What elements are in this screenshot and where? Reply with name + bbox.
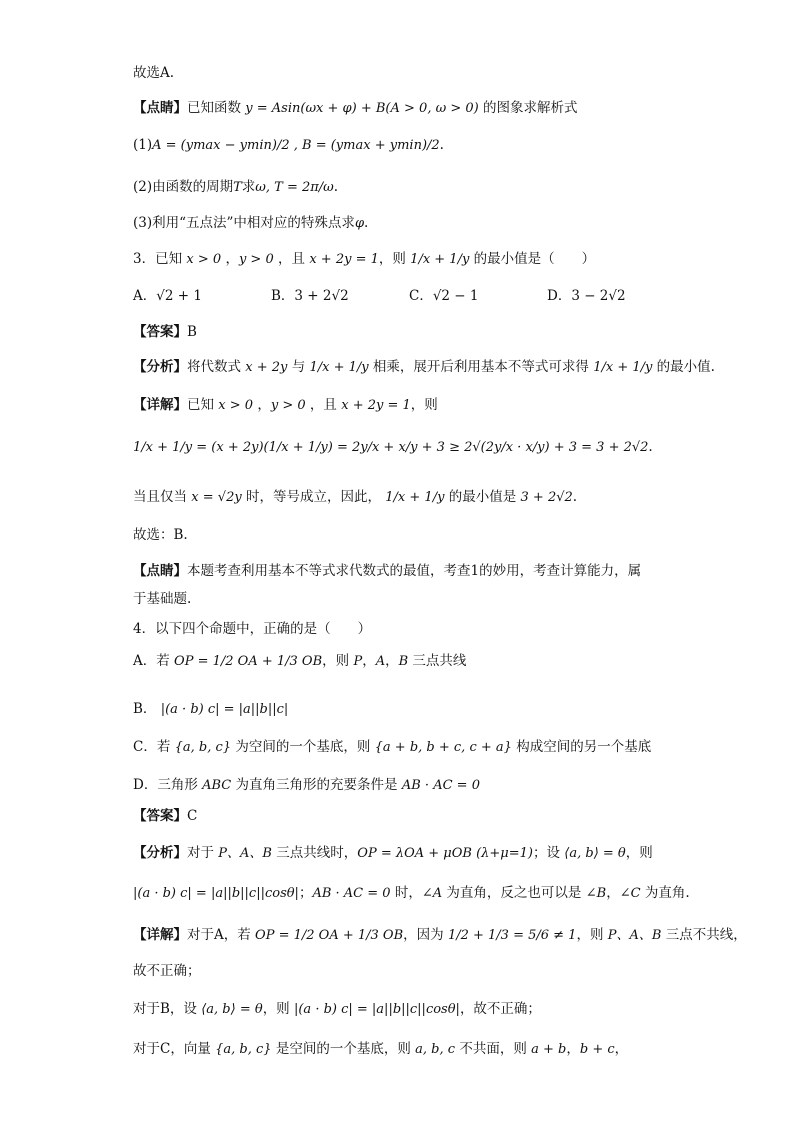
math-expression: ⟨a, b⟩ = θ — [564, 846, 626, 861]
text-run: 三点共线 — [408, 653, 467, 669]
text-run: ； — [298, 885, 313, 901]
text-line-l09 — [133, 358, 715, 377]
math-expression: x + 2y = 1 — [309, 252, 379, 267]
text-line-l27 — [133, 1040, 628, 1059]
text-run: 故不正确； — [133, 963, 201, 979]
math-expression: + y — [370, 138, 398, 153]
text-run: 当且仅当 — [133, 489, 192, 505]
text-run: 不共面，则 — [455, 1041, 532, 1057]
text-line-l10 — [133, 396, 438, 415]
text-run: 求 — [241, 179, 256, 195]
math-expression: y > 0 — [238, 252, 274, 267]
section-label: 【详解】 — [133, 927, 187, 943]
text-line-l16 — [133, 620, 371, 638]
math-expression: y > 0 — [270, 398, 306, 413]
q3-option-a: A．√2 + 1 — [133, 288, 202, 304]
text-run: (3)利用“五点法”中相对应的特殊点求 — [133, 215, 355, 231]
text-run: 3．已知 — [133, 251, 187, 267]
math-expression: T — [233, 180, 242, 195]
text-run: ，因为 — [403, 927, 448, 943]
text-run: 本题考查利用基本不等式求代数式的最值，考查1的妙用，考查计算能力，属 — [187, 563, 642, 579]
text-line-l26 — [133, 1000, 541, 1019]
text-run: ；设 — [532, 845, 565, 861]
text-line-l12 — [133, 488, 577, 507]
text-run: ，故不正确； — [459, 1001, 541, 1017]
text-run: B． — [133, 701, 161, 717]
text-line-l22 — [133, 844, 653, 863]
math-expression: ⟨a, b⟩ = θ — [201, 1002, 263, 1017]
math-expression: AB · AC = 0 — [312, 886, 391, 901]
text-run: B — [187, 324, 197, 340]
text-run: 为直角. — [640, 885, 690, 901]
text-line-l14 — [133, 562, 641, 580]
text-run: ，且 — [273, 251, 310, 267]
text-run: 将代数式 — [187, 359, 246, 375]
q3-option-d: D．3 − 2√2 — [547, 288, 626, 304]
math-expression: A — [375, 654, 386, 669]
text-line-l18 — [133, 700, 288, 719]
text-run: . — [439, 137, 444, 153]
math-expression: )/2 — [421, 138, 440, 153]
text-run: 已知 — [187, 397, 219, 413]
math-expression: x + 2y — [245, 360, 288, 375]
text-run: ， — [221, 251, 239, 267]
text-line-l01 — [133, 64, 174, 82]
math-expression: 1/2 + 1/3 = 5/6 ≠ 1 — [447, 928, 577, 943]
math-expression: OP = 1/2 OA + 1/3 OB — [174, 654, 323, 669]
math-expression: OP = λOA + μOB (λ+μ=1) — [357, 846, 533, 861]
math-expression: OP = 1/2 OA + 1/3 OB — [255, 928, 404, 943]
text-run: ，则 — [322, 653, 354, 669]
section-label: 【答案】 — [133, 808, 187, 824]
math-expression: P — [353, 654, 363, 669]
section-label: 【分析】 — [133, 359, 187, 375]
text-run: 时， — [390, 885, 422, 901]
text-run: ，则 — [262, 1001, 294, 1017]
text-line-l04 — [133, 178, 338, 197]
text-run: 的最小值是 — [444, 489, 521, 505]
math-expression: P、A、B — [218, 846, 272, 861]
math-expression: a + b — [531, 1042, 567, 1057]
math-expression: a, b, c — [415, 1042, 456, 1057]
math-expression: 1/x + 1/y — [410, 252, 470, 267]
text-run: ，则 — [625, 845, 653, 861]
q3-options — [133, 287, 693, 305]
text-run: ， — [606, 885, 620, 901]
text-run: 与 — [287, 359, 310, 375]
math-expression: x = √2y — [191, 490, 242, 505]
text-run: 对于B，设 — [133, 1001, 202, 1017]
math-expression: min — [397, 138, 422, 153]
text-line-l15 — [133, 590, 191, 608]
text-run: 时，等号成立，因此， — [241, 489, 386, 505]
text-line-l05 — [133, 214, 368, 233]
text-run: C — [187, 808, 198, 824]
text-run: 对于A，若 — [187, 927, 256, 943]
math-expression: min — [247, 138, 272, 153]
text-run: 三点共线时， — [272, 845, 358, 861]
text-run: ， — [253, 397, 271, 413]
math-expression: ω, T = 2π/ω — [255, 180, 334, 195]
math-expression: |(a · b) c| = |a||b||c| — [160, 702, 289, 717]
math-expression: 1/x + 1/y — [593, 360, 653, 375]
math-expression: |(a · b) c| = |a||b||c||cosθ| — [293, 1002, 460, 1017]
text-run: 故选：B. — [133, 527, 188, 543]
text-run: C．若 — [133, 739, 175, 755]
text-run: 于基础题. — [133, 591, 192, 607]
math-expression: ABC — [202, 778, 232, 793]
text-run: 的图象求解析式 — [478, 100, 578, 116]
text-run: 对于C，向量 — [133, 1041, 216, 1057]
math-expression: x + 2y = 1 — [341, 398, 411, 413]
text-line-l17 — [133, 652, 466, 671]
text-run: 4．以下四个命题中，正确的是（ ） — [133, 621, 372, 637]
text-line-l19 — [133, 738, 651, 757]
math-expression: |(a · b) c| = |a||b||c||cosθ| — [133, 886, 299, 901]
text-line-l21 — [133, 807, 197, 825]
math-expression: ∠C — [619, 886, 641, 901]
text-line-l20 — [133, 776, 480, 795]
math-expression: x > 0 — [186, 252, 222, 267]
text-run: ， — [362, 653, 376, 669]
text-run: ，且 — [305, 397, 342, 413]
text-run: ，则 — [378, 251, 411, 267]
text-line-l13 — [133, 526, 188, 544]
text-run: ， — [566, 1041, 580, 1057]
math-expression: 1/x + 1/y — [385, 490, 445, 505]
text-run: ， — [385, 653, 399, 669]
text-run: 为直角三角形的充要条件是 — [231, 777, 402, 793]
text-run: ，则 — [576, 927, 608, 943]
text-run: . — [364, 215, 369, 231]
text-run: . — [333, 179, 339, 195]
q3-option-b: B．3 + 2√2 — [271, 288, 349, 304]
text-run: 对于 — [187, 845, 219, 861]
text-line-l03 — [133, 136, 444, 155]
text-run: 是空间的一个基底，则 — [271, 1041, 416, 1057]
math-expression: φ — [354, 216, 365, 231]
math-expression: AB · AC = 0 — [401, 778, 480, 793]
q3-option-c: C．√2 − 1 — [409, 288, 479, 304]
text-run: (1) — [133, 137, 153, 153]
text-run: 故选A. — [133, 65, 175, 81]
text-run: . — [572, 489, 578, 505]
text-run: 为直角，反之也可以是 — [442, 885, 586, 901]
section-label: 【分析】 — [133, 845, 187, 861]
section-label: 【答案】 — [133, 324, 187, 340]
text-line-l25 — [133, 962, 201, 980]
text-line-l11 — [133, 438, 653, 457]
section-label: 【详解】 — [133, 397, 187, 413]
text-run: 相乘，展开后利用基本不等式可求得 — [368, 359, 594, 375]
text-run: 构成空间的另一个基底 — [511, 739, 652, 755]
math-expression: 3 + 2√2 — [520, 490, 573, 505]
text-run: 已知函数 — [187, 100, 246, 116]
math-expression: max — [343, 138, 371, 153]
math-expression: x > 0 — [218, 398, 254, 413]
text-run: D．三角形 — [133, 777, 203, 793]
math-expression: − y — [220, 138, 248, 153]
section-label: 【点睛】 — [133, 563, 187, 579]
math-expression: {a, b, c} — [174, 740, 232, 755]
math-expression: y = Asin(ωx + φ) + B(A > 0, ω > 0) — [245, 101, 479, 116]
text-run: 为空间的一个基底，则 — [231, 739, 375, 755]
math-expression: {a + b, b + c, c + a} — [374, 740, 512, 755]
text-run: 的最小值. — [652, 359, 715, 375]
math-expression: A = (y — [152, 138, 194, 153]
text-line-l23 — [133, 884, 690, 903]
math-expression: ∠B — [585, 886, 607, 901]
math-expression: 1/x + 1/y = (x + 2y)(1/x + 1/y) = 2y/x + x/y + 3 ≥ 2√(2y/x · x/y) + 3 = 3 + 2√2 — [133, 440, 649, 455]
math-expression: max — [193, 138, 221, 153]
math-expression: {a, b, c} — [215, 1042, 272, 1057]
text-run: A．若 — [133, 653, 175, 669]
section-label: 【点睛】 — [133, 100, 187, 116]
text-line-l24 — [133, 926, 747, 945]
text-line-l08 — [133, 323, 197, 341]
math-expression: P、A、B — [607, 928, 662, 943]
text-line-l06 — [133, 250, 595, 269]
math-expression: B — [398, 654, 409, 669]
text-run: ， — [614, 1041, 629, 1057]
math-expression: ∠A — [421, 886, 443, 901]
text-line-l02 — [133, 99, 577, 118]
math-expression: )/2 , B = (y — [271, 138, 344, 153]
text-run: (2)由函数的周期 — [133, 179, 234, 195]
text-run: . — [648, 439, 653, 455]
math-expression: b + c — [579, 1042, 615, 1057]
math-expression: 1/x + 1/y — [309, 360, 369, 375]
text-run: 的最小值是（ ） — [469, 251, 596, 267]
text-run: 三点不共线， — [661, 927, 747, 943]
text-run: ，则 — [410, 397, 438, 413]
